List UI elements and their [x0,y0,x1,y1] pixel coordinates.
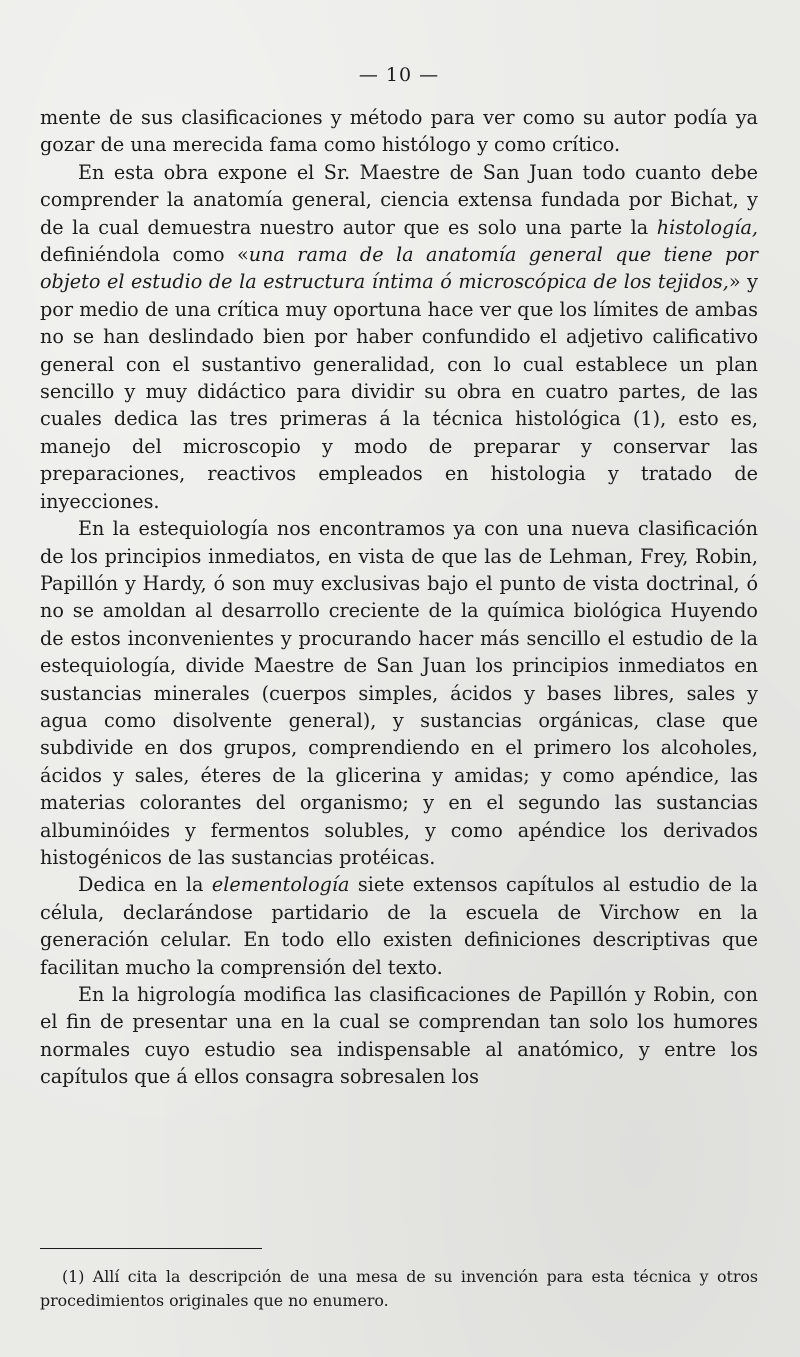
paragraph-3 [40,515,758,871]
body-text [40,104,758,1091]
paragraph-2-segment-1: En esta obra expone el Sr. Maestre de San Juan todo cuanto debe comprender la anatomía general, ciencia extensa fundada por Bichat, y de la cual demuestra nuestro autor que es solo una parte la [40,160,758,239]
page-number: — 10 — [358,64,440,86]
paragraph-1-segment-1: mente de sus clasificaciones y método para ver como su autor podía ya gozar de una merecida fama como histólogo y como crítico. [40,106,758,157]
paragraph-3-segment-1: En la estequiología nos encontramos ya con una nueva clasificación de los principios inmediatos, en vista de que las de Lehman, Frey, Robin, Papillón y Hardy, ó son muy exclusivas bajo el punto de vista doctrinal, ó no se amoldan al desarrollo creciente de la química biológica Huyendo de estos inconvenientes y procurando hacer más sencillo el estudio de la estequiología, divide Maestre de San Juan los principios inmediatos en sustancias minerales (cuerpos simples, ácidos y bases libres, sales y agua como disolvente general), y sustancias orgánicas, clase que subdivide en dos grupos, comprendiendo en el primero los alcoholes, ácidos y sales, éteres de la glicerina y amidas; y como apéndice, las materias colorantes del organismo; y en el segundo las sustancias albuminóides y fermentos solubles, y como apéndice los derivados histogénicos de las sustancias protéicas. [40,517,758,869]
paragraph-2-italic-definition: una rama de la anatomía general que tiene por objeto el estudio de la estructura íntima ó microscópica de los tejidos, [40,243,758,294]
paragraph-2 [40,159,758,515]
paragraph-2-segment-3: definiéndola como « [40,243,249,267]
footnote-divider [40,1248,262,1249]
paragraph-1 [40,104,758,159]
paragraph-4-segment-3: siete extensos capítulos al estudio de la célula, declarándose partidario de la escuela de Virchow en la generación celular. En todo ello existen definiciones descriptivas que facilitan mucho la comprensión del texto. [40,873,758,979]
paragraph-4-segment-1: Dedica en la [78,873,212,897]
paragraph-2-segment-5: » y por medio de una crítica muy oportuna hace ver que los límites de ambas no se han deslindado bien por haber confundido el adjetivo calificativo general con el sustantivo generalidad, con lo cual establece un plan sencillo y muy didáctico para dividir su obra en cuatro partes, de las cuales dedica las tres primeras á la técnica histológica (1), esto es, manejo del microscopio y modo de preparar y conservar las preparaciones, reactivos empleados en histologia y tratado de inyecciones. [40,270,758,513]
paragraph-4-italic-elementologia: elementología [211,873,350,897]
paragraph-2-italic-histologia: histología, [656,215,758,239]
footnote: (1) Allí cita la descripción de una mesa de su invención para esta técnica y otros procedimientos originales que no enumero. [40,1267,758,1310]
paragraph-5 [40,981,758,1091]
paragraph-5-segment-1: En la higrología modifica las clasificaciones de Papillón y Robin, con el fin de presentar una en la cual se comprendan tan solo los humores normales cuyo estudio sea indispensable al anatómico, y entre los capítulos que á ellos consagra sobresalen los [40,983,758,1089]
paragraph-4 [40,871,758,981]
